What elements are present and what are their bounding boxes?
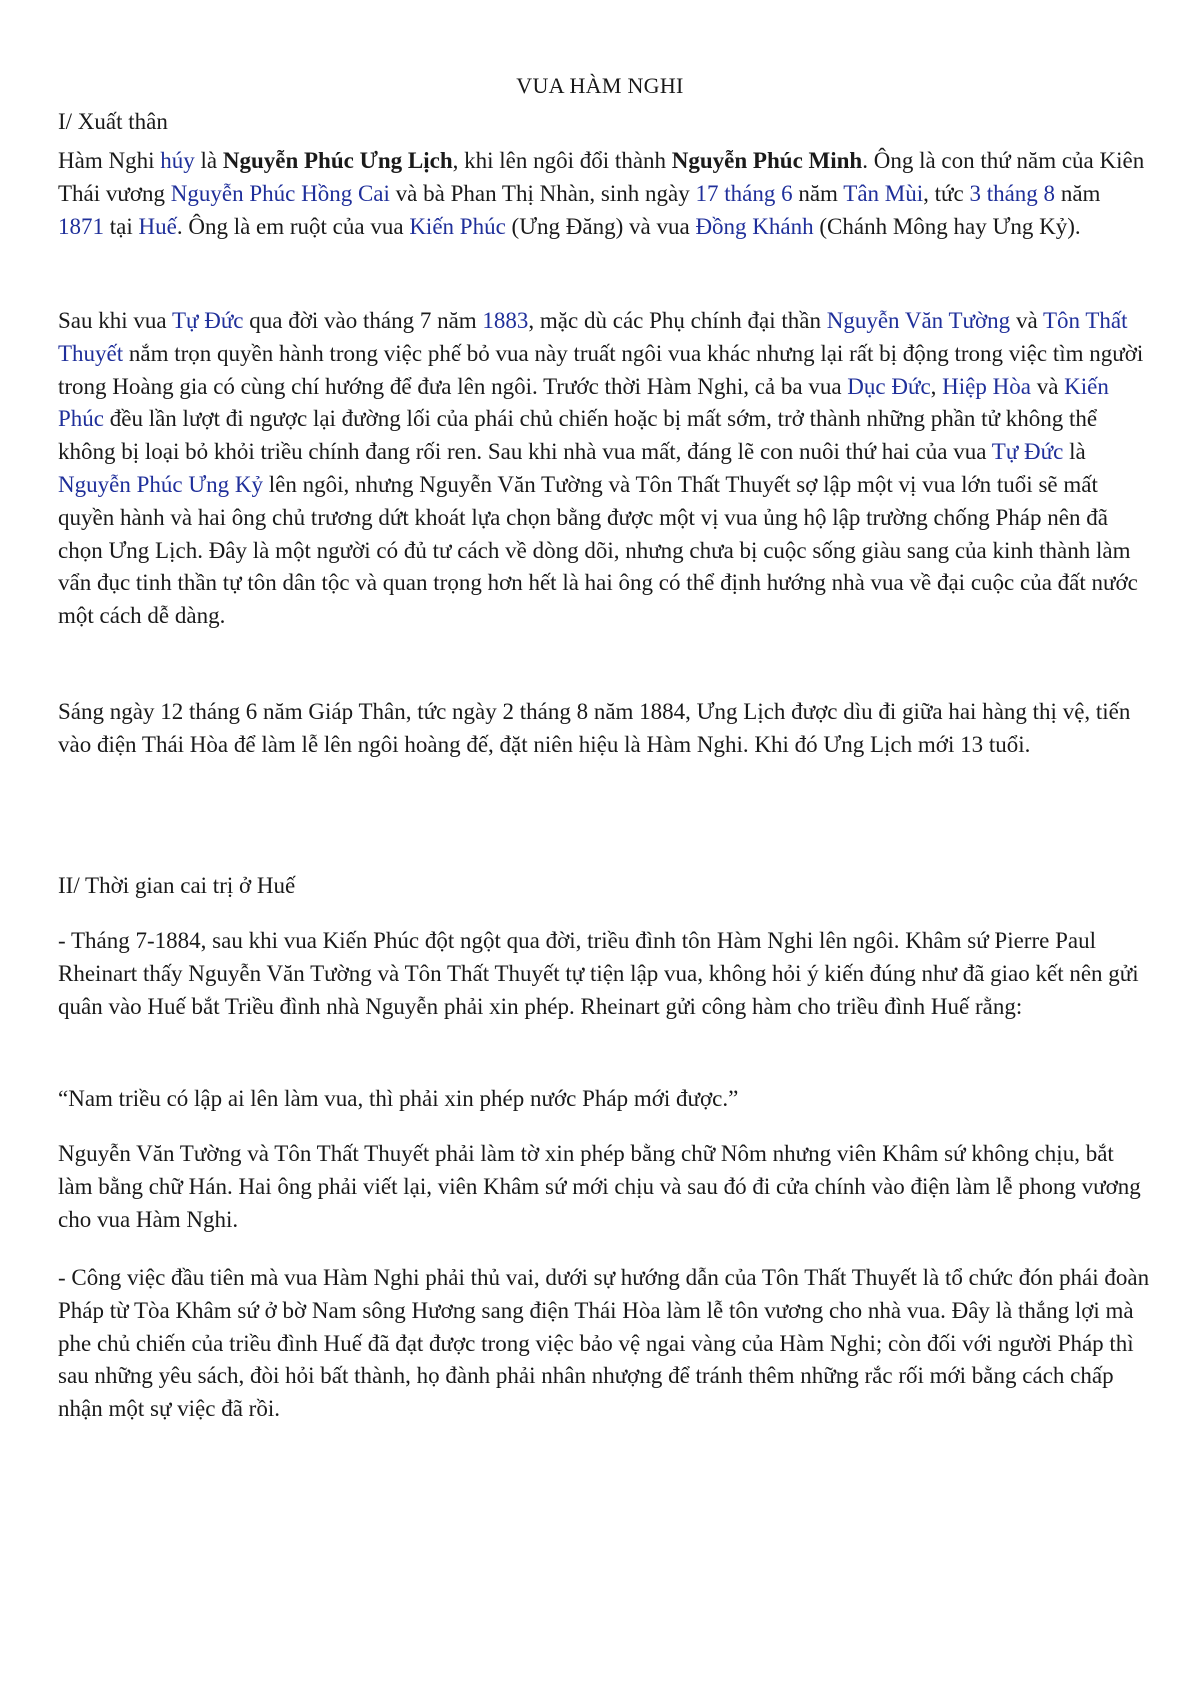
link-nguyen-van-tuong[interactable]: Nguyễn Văn Tường [826, 308, 1011, 333]
text-run: là [1063, 439, 1086, 465]
paragraph-quote: “Nam triều có lập ai lên làm vua, thì phải xin phép nước Pháp mới được.” [58, 1086, 739, 1111]
link-tan-mui[interactable]: Tân Mùi [843, 180, 924, 206]
link-tu-duc[interactable]: Tự Đức [991, 439, 1064, 465]
paragraph-coronation: Sáng ngày 12 tháng 6 năm Giáp Thân, tức ngày 2 tháng 8 năm 1884, Ưng Lịch được dìu đi giữa hai hàng thị vệ, tiến vào điện Thái Hòa để làm lễ lên ngôi hoàng đế, đặt niên hiệu là Hàm Nghi. Khi đó Ưng Lịch mới 13 tuổi. [58, 699, 1131, 757]
link-kien-phuc[interactable]: Kiến Phúc [409, 213, 506, 239]
text-run: qua đời vào tháng 7 năm [243, 308, 483, 333]
link-kien-phuc[interactable]: Kiến Phúc [58, 373, 1109, 432]
section-heading-thoi-gian-cai-tri: II/ Thời gian cai trị ở Huế [58, 873, 296, 898]
link-3-thang-8[interactable]: 3 tháng 8 [969, 180, 1056, 206]
link-nguyen-phuc-ung-ky[interactable]: Nguyễn Phúc Ưng Kỷ [58, 471, 264, 497]
text-run: tại [104, 213, 139, 239]
link-ton-that-thuyet[interactable]: Tôn Thất Thuyết [58, 308, 1128, 366]
text-run: và [1010, 308, 1043, 333]
text-run: . Ông là em ruột của vua [176, 213, 410, 239]
text-run: . Ông là con thứ năm của Kiên Thái vương [58, 148, 1145, 206]
text-run: năm [792, 180, 844, 206]
paragraph-nom-han: Nguyễn Văn Tường và Tôn Thất Thuyết phải làm tờ xin phép bằng chữ Nôm nhưng viên Khâm sứ không chịu, bắt làm bằng chữ Hán. Hai ông phải viết lại, viên Khâm sứ mới chịu và sau đó đi cửa chính vào điện làm lễ phong vương cho vua Hàm Nghi. [58, 1141, 1141, 1232]
link-huy[interactable]: húy [160, 148, 195, 173]
link-nguyen-phuc-hong-cai[interactable]: Nguyễn Phúc Hồng Cai [170, 180, 390, 206]
text-run: và bà Phan Thị Nhàn, sinh ngày [389, 180, 696, 206]
text-run: Sau khi vua [58, 308, 172, 333]
text-run: , [930, 373, 943, 399]
paragraph-origin [58, 145, 1150, 243]
text-run: , tức [923, 180, 970, 206]
link-17-thang-6[interactable]: 17 tháng 6 [695, 180, 793, 206]
paragraph-succession [58, 305, 1150, 633]
text-run: , mặc dù các Phụ chính đại thần [528, 308, 827, 333]
link-hue[interactable]: Huế [138, 213, 177, 239]
document-title: VUA HÀM NGHI [516, 73, 684, 98]
text-run: năm [1055, 180, 1101, 206]
text-run: và [1030, 373, 1065, 399]
text-run: Hàm Nghi [58, 148, 161, 173]
link-1883[interactable]: 1883 [482, 308, 529, 333]
link-dong-khanh[interactable]: Đồng Khánh [695, 213, 814, 239]
bold-reign-name: Nguyễn Phúc Minh [671, 148, 863, 173]
text-run: nắm trọn quyền hành trong việc phế bỏ vua này truất ngôi vua khác nhưng lại rất bị động trong việc tìm người trong Hoàng gia có cùng chí hướng để đưa lên ngôi. Trước thời Hàm Nghi, cả ba vua [58, 340, 1144, 399]
link-hiep-hoa[interactable]: Hiệp Hòa [942, 373, 1031, 399]
text-run: (Ưng Đăng) và vua [505, 213, 696, 239]
text-run: , khi lên ngôi đổi thành [452, 148, 672, 173]
section-heading-xuat-than: I/ Xuất thân [58, 109, 168, 134]
link-duc-duc[interactable]: Dục Đức [847, 373, 931, 399]
text-run: (Chánh Mông hay Ưng Kỷ). [813, 213, 1081, 239]
paragraph-first-task: - Công việc đầu tiên mà vua Hàm Nghi phải thủ vai, dưới sự hướng dẫn của Tôn Thất Thuyết là tổ chức đón phái đoàn Pháp từ Tòa Khâm sứ ở bờ Nam sông Hương sang điện Thái Hòa làm lễ tôn vương cho nhà vua. Đây là thắng lợi mà phe chủ chiến của triều đình Huế đã đạt được trong việc bảo vệ ngai vàng của Hàm Nghi; còn đối với người Pháp thì sau những yêu sách, đòi hỏi bất thành, họ đành phải nhân nhượng để tránh thêm những rắc rối mới bằng cách chấp nhận một sự việc đã rồi. [58, 1265, 1150, 1422]
link-tu-duc[interactable]: Tự Đức [171, 308, 244, 333]
paragraph-rheinart: - Tháng 7-1884, sau khi vua Kiến Phúc đột ngột qua đời, triều đình tôn Hàm Nghi lên ngôi. Khâm sứ Pierre Paul Rheinart thấy Nguyễn Văn Tường và Tôn Thất Thuyết tự tiện lập vua, không hỏi ý kiến đúng như đã giao kết nên gửi quân vào Huế bắt Triều đình nhà Nguyễn phải xin phép. Rheinart gửi công hàm cho triều đình Huế rằng: [58, 928, 1139, 1019]
text-run: là [194, 148, 223, 173]
bold-birth-name: Nguyễn Phúc Ưng Lịch [222, 148, 453, 173]
text-run: đều lần lượt đi ngược lại đường lối của phái chủ chiến hoặc bị mất sớm, trở thành những phần tử không thể không bị loại bỏ khỏi triều chính đang rối ren. Sau khi nhà vua mất, đáng lẽ con nuôi thứ hai của vua [58, 406, 1098, 465]
link-1871[interactable]: 1871 [58, 213, 104, 239]
text-run: lên ngôi, nhưng Nguyễn Văn Tường và Tôn Thất Thuyết sợ lập một vị vua lớn tuổi sẽ mất quyền hành và hai ông chủ trương dứt khoát lựa chọn bằng được một vị vua ủng hộ lập trường chống Pháp nên đã chọn Ưng Lịch. Đây là một người có đủ tư cách về dòng dõi, nhưng chưa bị cuộc sống giàu sang của kinh thành làm vẩn đục tinh thần tự tôn dân tộc và quan trọng hơn hết là hai ông có thể định hướng nhà vua về đại cuộc của đất nước một cách dễ dàng. [58, 471, 1138, 629]
